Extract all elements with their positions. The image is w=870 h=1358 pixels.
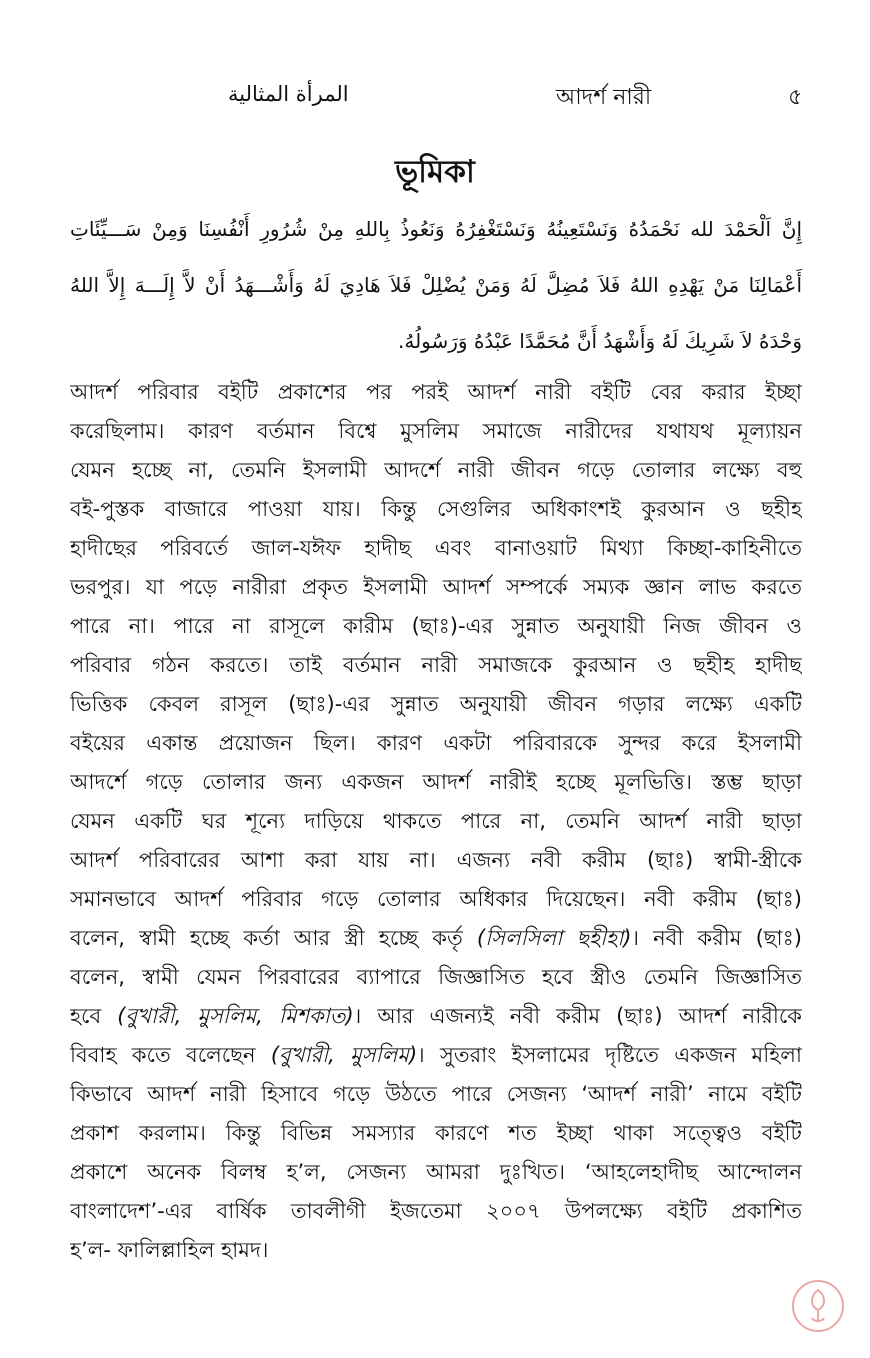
citation-reference: (বুখারী, মুসলিম, মিশকাত) (117, 1004, 354, 1028)
text-line (70, 1036, 802, 1075)
text-line: বই-পুস্তক বাজারে পাওয়া যায়। কিন্তু সেগুলির অধিকাংশই কুরআন ও ছহীহ (70, 497, 802, 521)
publisher-logo-icon (790, 1278, 846, 1334)
page-header (0, 78, 870, 114)
text-segment: । সুতরাং ইসলামের দৃষ্টিতে একজন মহিলা (417, 1043, 802, 1067)
text-line: পরিবার গঠন করতে। তাই বর্তমান নারী সমাজকে কুরআন ও ছহীহ হাদীছ (70, 653, 802, 677)
text-line: আদর্শ পরিবারের আশা করা যায় না। এজন্য নবী করীম (ছাঃ) স্বামী-স্ত্রীকে (70, 848, 802, 872)
text-line: প্রকাশে অনেক বিলম্ব হ’ল, সেজন্য আমরা দুঃখিত। ‘আহলেহাদীছ আন্দোলন (70, 1160, 802, 1184)
text-line: বইয়ের একান্ত প্রয়োজন ছিল। কারণ একটা পরিবারকে সুন্দর করে ইসলামী (70, 731, 802, 755)
text-line: কিভাবে আদর্শ নারী হিসাবে গড়ে উঠতে পারে সেজন্য ‘আদর্শ নারী’ নামে বইটি (70, 1082, 802, 1106)
text-line: ভিত্তিক কেবল রাসূল (ছাঃ)-এর সুন্নাত অনুযায়ী জীবন গড়ার লক্ষ্যে একটি (70, 692, 802, 716)
text-line (70, 919, 802, 958)
text-segment: হবে (70, 1004, 118, 1028)
text-line: ভরপুর। যা পড়ে নারীরা প্রকৃত ইসলামী আদর্শ সম্পর্কে সম্যক জ্ঞান লাভ করতে (70, 575, 802, 599)
arabic-line: أَعْمَالِنَا مَنْ يَهْدِهِ اللهُ فَلاَ مُضِلَّ لَهُ وَمَنْ يُضْلِلْ فَلاَ هَادِيَ لَهُ وَأَشْـــهَدُ أَنْ لاَّ إِلَـــهَ إِلاَّ اللهُ (70, 273, 802, 297)
text-segment: । আর এজন্যই নবী করীম (ছাঃ) আদর্শ নারীকে (353, 1004, 802, 1028)
citation-reference: (বুখারী, মুসলিম) (270, 1043, 418, 1067)
text-line: যেমন হচ্ছে না, তেমনি ইসলামী আদর্শে নারী জীবন গড়ে তোলার লক্ষ্যে বহু (70, 458, 802, 482)
arabic-line: وَحْدَهُ لاَ شَرِيكَ لَهُ وَأَشْهَدُ أَنَّ مُحَمَّدًا عَبْدُهُ وَرَسُولُهُ. (398, 329, 802, 353)
text-line: যেমন একটি ঘর শূন্যে দাড়িয়ে থাকতে পারে না, তেমনি আদর্শ নারী ছাড়া (70, 809, 802, 833)
text-line: হাদীছের পরিবর্তে জাল-যঈফ হাদীছ এবং বানাওয়াট মিথ্যা কিচ্ছা-কাহিনীতে (70, 536, 802, 560)
citation-reference: (সিলসিলা ছহীহা) (476, 926, 632, 950)
arabic-line: إِنَّ اَلْحَمْدَ لله نَحْمَدُهُ وَنَسْتَعِينُهُ وَنَسْتَغْفِرُهُ وَنَعُوذُ بِاللهِ مِنْ شُرُورِ أَنْفُسِنَا وَمِنْ سَـــيِّئَاتِ (70, 217, 802, 241)
text-line (70, 997, 802, 1036)
text-line: আদর্শ পরিবার বইটি প্রকাশের পর পরই আদর্শ নারী বইটি বের করার ইচ্ছা (70, 380, 802, 404)
text-segment: বিবাহ কতে বলেছেন (70, 1043, 271, 1067)
text-segment: । নবী করীম (ছাঃ) (631, 926, 802, 950)
arabic-invocation (70, 206, 802, 374)
page-number: ৫ (788, 85, 803, 110)
text-line: প্রকাশ করলাম। কিন্তু বিভিন্ন সমস্যার কারণে শত ইচ্ছা থাকা সত্ত্বেও বইটি (70, 1121, 802, 1145)
section-title: ভূমিকা (395, 154, 475, 190)
text-line: বাংলাদেশ’-এর বার্ষিক তাবলীগী ইজতেমা ২০০৭ উপলক্ষ্যে বইটি প্রকাশিত (70, 1199, 802, 1223)
header-arabic-title: المرأة المثالية (228, 82, 349, 106)
text-line: সমানভাবে আদর্শ পরিবার গড়ে তোলার অধিকার দিয়েছেন। নবী করীম (ছাঃ) (70, 887, 802, 911)
header-bangla-title: আদর্শ নারী (556, 85, 652, 110)
text-segment: বলেন, স্বামী হচ্ছে কর্তা আর স্ত্রী হচ্ছে কর্তৃ (70, 926, 477, 950)
text-line: পারে না। পারে না রাসূলে কারীম (ছাঃ)-এর সুন্নাত অনুযায়ী নিজ জীবন ও (70, 614, 802, 638)
text-line: আদর্শে গড়ে তোলার জন্য একজন আদর্শ নারীই হচ্ছে মূলভিত্তি। স্তম্ভ ছাড়া (70, 770, 802, 794)
text-line: হ’ল- ফালিল্লাহিল হামদ। (70, 1238, 269, 1262)
body-paragraph (70, 373, 802, 1270)
text-line: বলেন, স্বামী যেমন পিরবারের ব্যাপারে জিজ্ঞাসিত হবে স্ত্রীও তেমনি জিজ্ঞাসিত (70, 965, 802, 989)
text-line: করেছিলাম। কারণ বর্তমান বিশ্বে মুসলিম সমাজে নারীদের যথাযথ মূল্যায়ন (70, 419, 802, 443)
